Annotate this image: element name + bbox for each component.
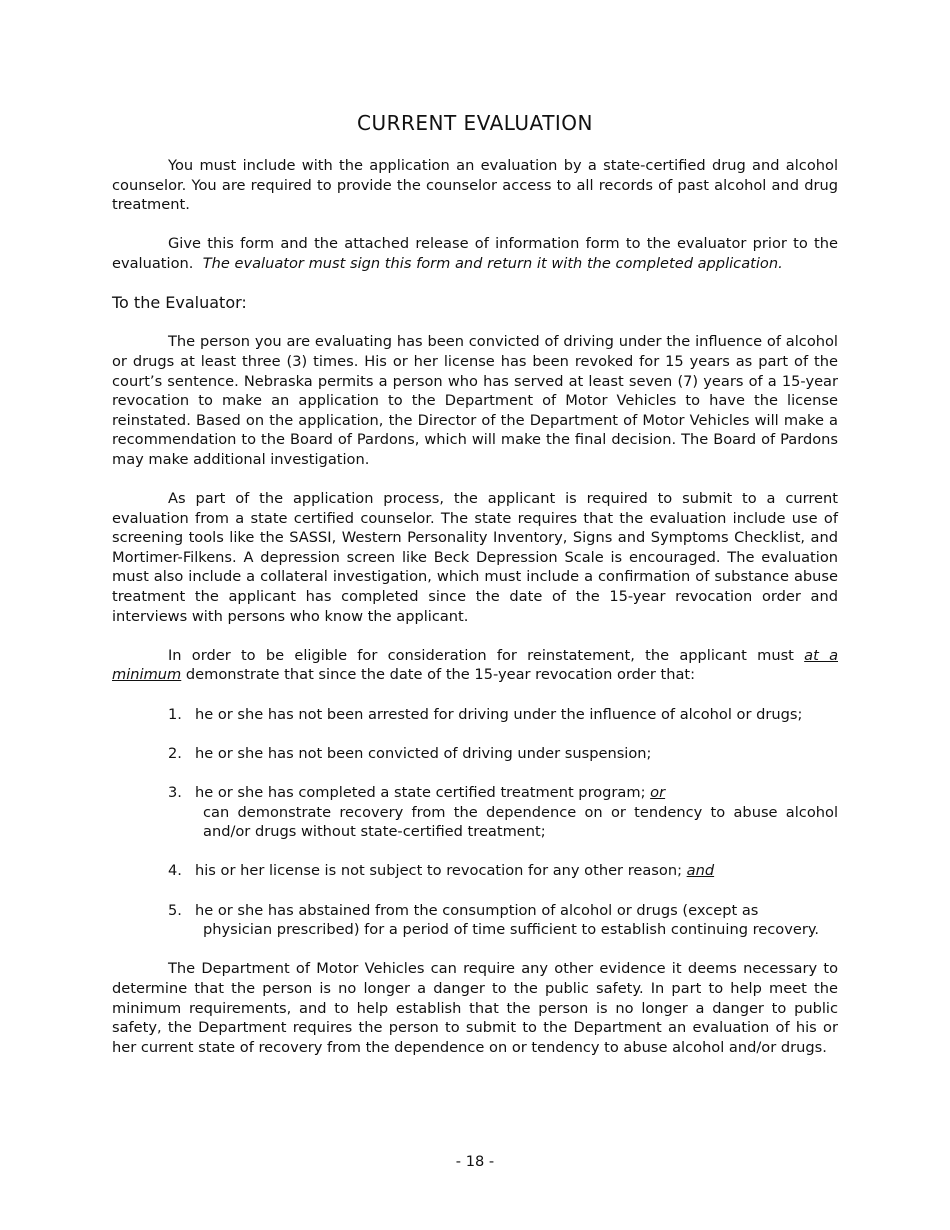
requirements-paragraph: As part of the application process, the applicant is required to submit to a current evaluation from a state certified counselor. The state requires that the evaluation include use of screening tools like the SASSI, Western Personality Inventory, Signs and Symptoms Checklist, and Mortimer-Filkens. A depression screen like Beck Depression Scale is encouraged. The evaluation must also include a collateral investigation, which must include a confirmation of substance abuse treatment the applicant has completed since the date of the 15-year revocation order and interviews with persons who know the applicant.	[112, 490, 838, 625]
closing-paragraph: The Department of Motor Vehicles can require any other evidence it deems necessary to determine that the person is no longer a danger to the public safety. In part to help meet the minimum requirements, and to help establish that the person is no longer a danger to public safety, the Department requires the person to submit to the Department an evaluation of his or her current state of recovery from the dependence on or tendency to abuse alcohol and/or drugs.	[112, 960, 838, 1056]
eligibility-paragraph	[112, 646, 838, 685]
list-item	[112, 705, 838, 725]
list-item-number: 5.	[168, 901, 182, 919]
intro-paragraph-2	[112, 234, 838, 273]
list-item	[112, 744, 838, 764]
list-item-text: his or her license is not subject to revocation for any other reason;	[195, 862, 682, 880]
list-item-number: 1.	[168, 705, 182, 723]
intro-paragraph-1: You must include with the application an evaluation by a state-certified drug and alcohol counselor. You are required to provide the counselor access to all records of past alcohol and drug treatment.	[112, 157, 838, 214]
document-body	[112, 156, 838, 1077]
list-item-text: he or she has not been arrested for driving under the influence of alcohol or drugs;	[195, 705, 803, 723]
list-item-text: he or she has not been convicted of driving under suspension;	[195, 744, 652, 762]
list-item-continuation: physician prescribed) for a period of time sufficient to establish continuing recovery.	[203, 921, 820, 939]
list-item	[112, 901, 838, 940]
at-a-minimum-emphasis: at a minimum	[112, 646, 839, 684]
evaluator-heading: To the Evaluator:	[112, 293, 247, 313]
list-item-number: 2.	[168, 744, 182, 762]
list-item-continuation: can demonstrate recovery from the dependence on or tendency to abuse alcohol and/or drugs without state-certified treatment;	[203, 803, 838, 841]
intro-paragraph-2-text: Give this form and the attached release of information form to the evaluator prior to the evaluation.	[112, 235, 838, 272]
list-item-text: he or she has completed a state certified treatment program;	[195, 784, 646, 801]
list-item	[112, 861, 838, 881]
or-emphasis: or	[650, 784, 666, 801]
and-emphasis: and	[686, 862, 715, 880]
background-paragraph: The person you are evaluating has been convicted of driving under the influence of alcohol or drugs at least three (3) times. His or her license has been revoked for 15 years as part of the court’s sentence. Nebraska permits a person who has served at least seven (7) years of a 15-year revocation to make an application to the Department of Motor Vehicles to have the license reinstated. Based on the application, the Director of the Department of Motor Vehicles will make a recommendation to the Board of Pardons, which will make the final decision. The Board of Pardons may make additional investigation.	[112, 333, 838, 468]
page-title: CURRENT EVALUATION	[356, 111, 594, 135]
list-item-number: 4.	[168, 862, 182, 880]
evaluator-instruction: The evaluator must sign this form and return it with the completed application.	[202, 254, 783, 272]
page-number: - 18 -	[455, 1153, 495, 1170]
list-item-number: 3.	[168, 784, 182, 801]
list-item	[112, 783, 838, 842]
eligibility-text-before: In order to be eligible for consideration for reinstatement, the applicant must	[168, 646, 794, 664]
list-item-text: he or she has abstained from the consumption of alcohol or drugs (except as	[195, 901, 759, 919]
eligibility-text-after: demonstrate that since the date of the 15-year revocation order that:	[185, 666, 696, 684]
